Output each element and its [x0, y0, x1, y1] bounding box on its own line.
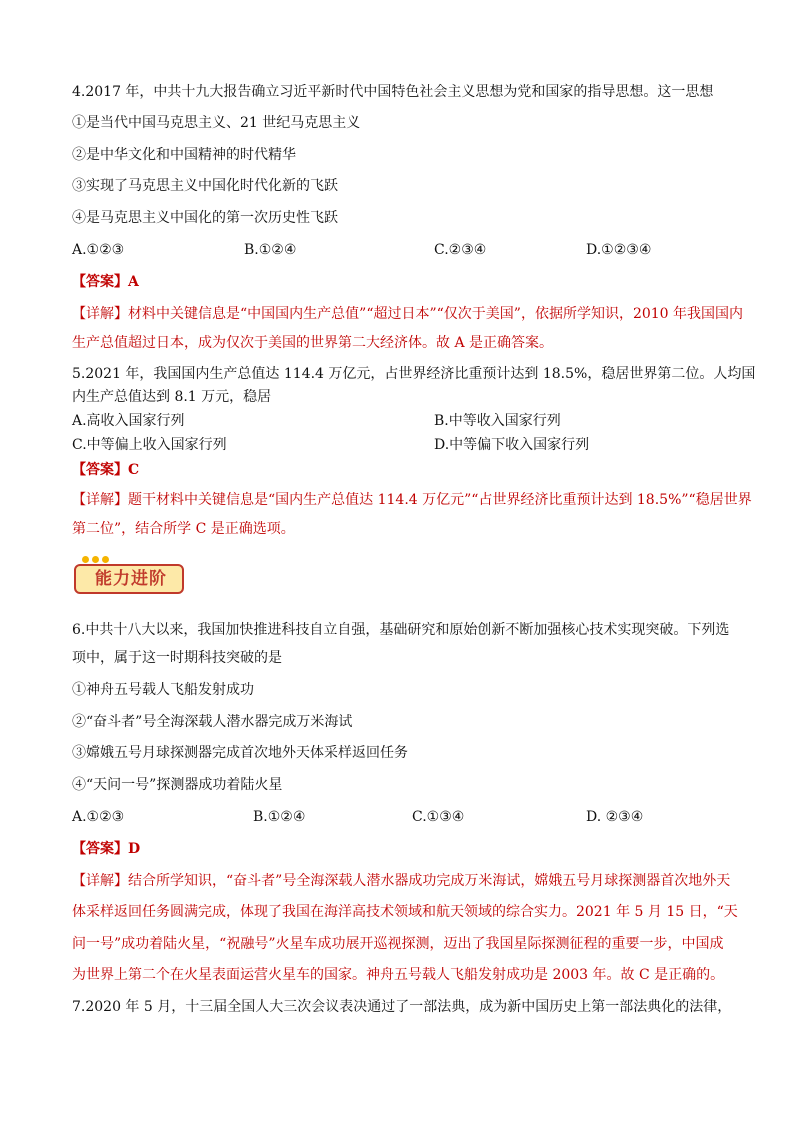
q6-stem-line-2: 项中，属于这一时期科技突破的是 [72, 650, 282, 666]
q5-option-c: C.中等偏上收入国家行列 [72, 437, 227, 453]
q6-detail-line-3: 问一号”成功着陆火星，“祝融号”火星车成功展开巡视探测，迈出了我国星际探测征程的重要一步，中国成 [72, 936, 724, 952]
q4-option-d: D.①②③④ [586, 242, 652, 258]
q5-answer: 【答案】C [72, 462, 140, 478]
q5-option-a: A.高收入国家行列 [72, 413, 185, 429]
section-banner [72, 556, 188, 596]
q4-statement-3: ③实现了马克思主义中国化时代化新的飞跃 [72, 178, 338, 194]
q4-option-b: B.①②④ [244, 242, 297, 258]
q6-stem-line-1: 6.中共十八大以来，我国加快推进科技自立自强，基础研究和原始创新不断加强核心技术实现突破。下列选 [72, 622, 730, 638]
q5-option-b: B.中等收入国家行列 [434, 413, 561, 429]
q4-detail-line-1: 【详解】材料中关键信息是“中国国内生产总值”“超过日本”“仅次于美国”，依据所学知识，2010 年我国国内 [72, 306, 744, 322]
q6-option-a: A.①②③ [72, 809, 125, 825]
q4-stem: 4.2017 年，中共十九大报告确立习近平新时代中国特色社会主义思想为党和国家的指导思想。这一思想 [72, 84, 714, 100]
q5-option-d: D.中等偏下收入国家行列 [434, 437, 590, 453]
q6-option-d: D. ②③④ [586, 809, 644, 825]
q4-answer: 【答案】A [72, 274, 139, 290]
q6-statement-3: ③嫦娥五号月球探测器完成首次地外天体采样返回任务 [72, 745, 408, 761]
q6-detail-line-2: 体采样返回任务圆满完成，体现了我国在海洋高技术领域和航天领域的综合实力。2021 年 5 月 15 日，“天 [72, 904, 738, 920]
q6-answer: 【答案】D [72, 841, 141, 857]
q4-statement-1: ①是当代中国马克思主义、21 世纪马克思主义 [72, 115, 361, 131]
q6-statement-1: ①神舟五号载人飞船发射成功 [72, 682, 254, 698]
q4-statement-4: ④是马克思主义中国化的第一次历史性飞跃 [72, 210, 338, 226]
q5-stem-line-2: 内生产总值达到 8.1 万元，稳居 [72, 389, 272, 405]
banner-dot-icon [102, 556, 109, 563]
q6-option-b: B.①②④ [253, 809, 306, 825]
banner-dot-icon [92, 556, 99, 563]
q5-detail-line-1: 【详解】题干材料中关键信息是“国内生产总值达 114.4 万亿元”“占世界经济比重预计达到 18.5%”“稳居世界 [72, 492, 752, 508]
q7-stem-line-1: 7.2020 年 5 月，十三届全国人大三次会议表决通过了一部法典，成为新中国历史上第一部法典化的法律， [72, 999, 732, 1015]
banner-box [74, 564, 184, 594]
q4-statement-2: ②是中华文化和中国精神的时代精华 [72, 147, 296, 163]
q6-detail-line-1: 【详解】结合所学知识，“奋斗者”号全海深载人潜水器成功完成万米海试，嫦娥五号月球探测器首次地外天 [72, 873, 731, 889]
q5-stem-line-1: 5.2021 年，我国国内生产总值达 114.4 万亿元，占世界经济比重预计达到 18.5%，稳居世界第二位。人均国 [72, 366, 756, 382]
q6-statement-4: ④“天问一号”探测器成功着陆火星 [72, 777, 283, 793]
q4-option-a: A.①②③ [72, 242, 125, 258]
banner-title: 能力进阶 [95, 569, 167, 589]
q6-statement-2: ②“奋斗者”号全海深载人潜水器完成万米海试 [72, 714, 353, 730]
q5-detail-line-2: 第二位”，结合所学 C 是正确选项。 [72, 521, 295, 537]
q6-option-c: C.①③④ [412, 809, 465, 825]
q4-detail-line-2: 生产总值超过日本，成为仅次于美国的世界第二大经济体。故 A 是正确答案。 [72, 335, 554, 351]
q6-detail-line-4: 为世界上第二个在火星表面运营火星车的国家。神舟五号载人飞船发射成功是 2003 年。故 C 是正确的。 [72, 967, 725, 983]
q4-option-c: C.②③④ [434, 242, 487, 258]
banner-dot-icon [82, 556, 89, 563]
